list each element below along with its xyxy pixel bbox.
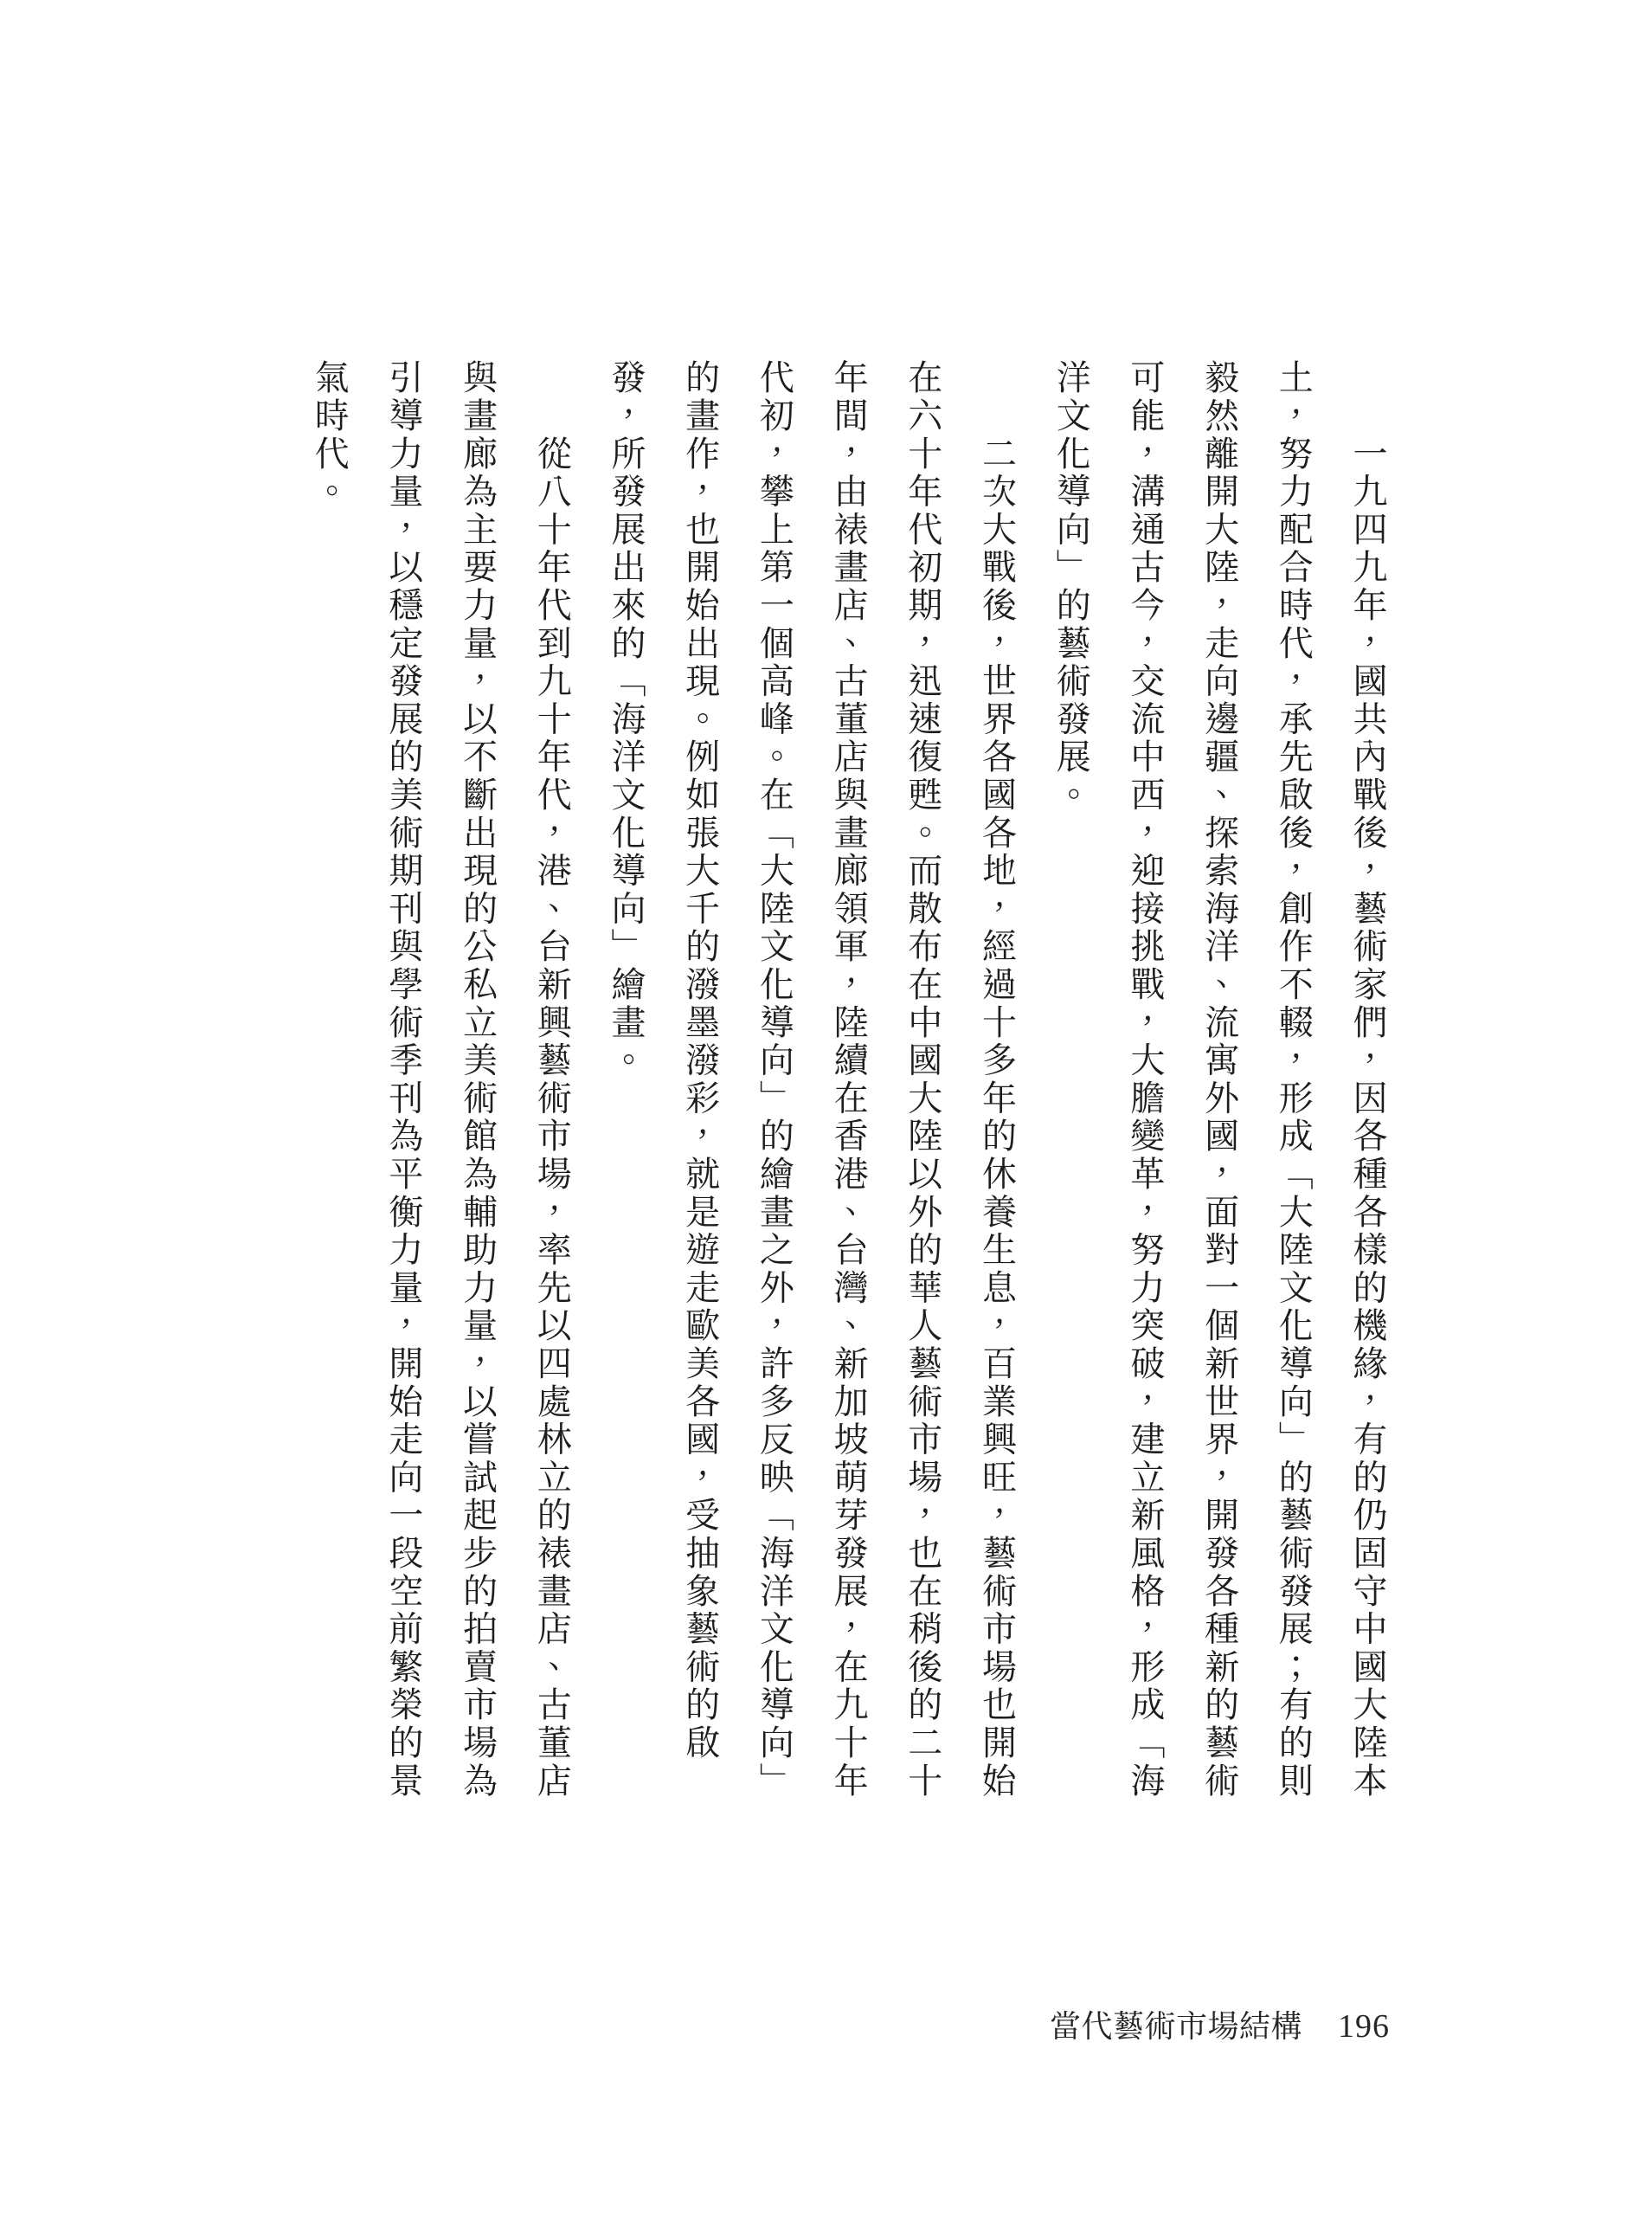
text-column: 的畫作，也開始出現。例如張大千的潑墨潑彩，就是遊走歐美各國，受抽象藝術的啟: [680, 359, 720, 1762]
text-column: 發，所發展出來的「海洋文化導向」繪畫。: [606, 359, 646, 1080]
text-column: 代初，攀上第一個高峰。在「大陸文化導向」的繪畫之外，許多反映「海洋文化導向」: [755, 359, 794, 1800]
page-number: 196: [1338, 2008, 1390, 2045]
text-column: 在六十年代初期，迅速復甦。而散布在中國大陸以外的華人藝術市場，也在稍後的二十: [903, 359, 942, 1800]
text-column: 與畫廊為主要力量，以不斷出現的公私立美術館為輔助力量，以嘗試起步的拍賣市場為: [458, 359, 498, 1800]
text-column: 土，努力配合時代，承先啟後，創作不輟，形成「大陸文化導向」的藝術發展；有的則: [1274, 359, 1314, 1800]
text-column: 從八十年代到九十年代，港、台新興藝術市場，率先以四處林立的裱畫店、古董店: [532, 359, 572, 1800]
article-text-block: [292, 359, 1405, 1802]
running-title: 當代藝術市場結構: [1049, 2009, 1302, 2044]
text-column: 年間，由裱畫店、古董店與畫廊領軍，陸續在香港、台灣、新加坡萌芽發展，在九十年: [829, 359, 869, 1800]
text-column: 氣時代。: [310, 359, 350, 512]
text-column: 二次大戰後，世界各國各地，經過十多年的休養生息，百業興旺，藝術市場也開始: [977, 359, 1017, 1800]
text-column: 引導力量，以穩定發展的美術期刊與學術季刊為平衡力量，開始走向一段空前繁榮的景: [383, 359, 423, 1800]
text-column: 可能，溝通古今，交流中西，迎接挑戰，大膽變革，努力突破，建立新風格，形成「海: [1125, 359, 1165, 1800]
text-column: 毅然離開大陸，走向邊疆、探索海洋、流寓外國，面對一個新世界，開發各種新的藝術: [1199, 359, 1239, 1800]
text-column: 一九四九年，國共內戰後，藝術家們，因各種各樣的機緣，有的仍固守中國大陸本: [1348, 359, 1387, 1800]
text-column: 洋文化導向」的藝術發展。: [1051, 359, 1091, 815]
page-footer: [1050, 2010, 1390, 2045]
